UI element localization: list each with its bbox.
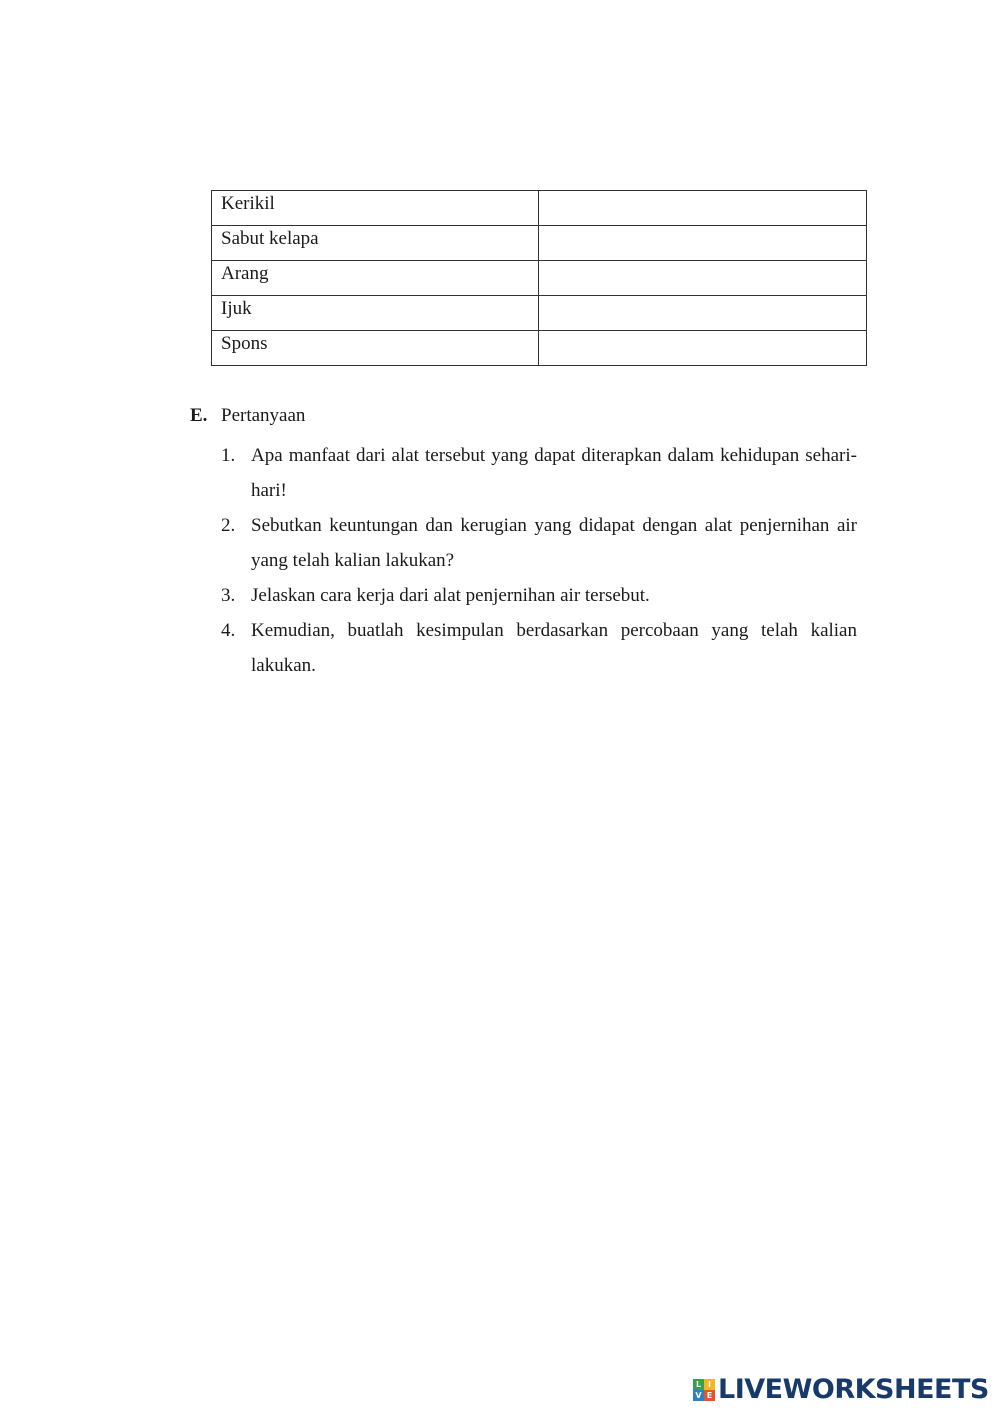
material-observation-cell[interactable]	[539, 191, 867, 226]
material-observation-cell[interactable]	[539, 331, 867, 366]
table-row	[212, 191, 867, 226]
materials-table	[211, 190, 867, 366]
logo-mark-letter: E	[704, 1390, 715, 1401]
material-observation-cell[interactable]	[539, 226, 867, 261]
question-item	[221, 613, 857, 683]
table-row	[212, 226, 867, 261]
material-name: Ijuk	[212, 296, 539, 331]
question-text: Kemudian, buatlah kesimpulan berdasarkan percobaan yang telah kalian lakukan.	[251, 620, 857, 676]
table-row	[212, 331, 867, 366]
liveworksheets-logo	[693, 1375, 989, 1405]
question-item	[221, 508, 857, 578]
logo-text: LIVEWORKSHEETS	[718, 1374, 989, 1405]
logo-mark-letter: I	[704, 1379, 715, 1390]
material-name: Sabut kelapa	[212, 226, 539, 261]
table-row	[212, 261, 867, 296]
question-text: Sebutkan keuntungan dan kerugian yang didapat dengan alat penjernihan air yang telah kalian lakukan?	[251, 515, 857, 571]
question-list	[221, 438, 857, 683]
question-number: 2.	[221, 515, 236, 536]
question-item	[221, 438, 857, 508]
material-name: Arang	[212, 261, 539, 296]
question-text: Apa manfaat dari alat tersebut yang dapat diterapkan dalam kehidupan sehari-hari!	[251, 445, 857, 501]
question-item	[221, 578, 857, 613]
section-letter: E.	[190, 405, 208, 426]
question-number: 4.	[221, 620, 236, 641]
material-observation-cell[interactable]	[539, 261, 867, 296]
material-observation-cell[interactable]	[539, 296, 867, 331]
logo-mark-icon	[693, 1379, 715, 1401]
section-title: Pertanyaan	[221, 405, 306, 426]
question-number: 3.	[221, 585, 236, 606]
question-number: 1.	[221, 445, 236, 466]
question-text: Jelaskan cara kerja dari alat penjernihan air tersebut.	[251, 585, 650, 606]
table-row	[212, 296, 867, 331]
logo-mark-letter: L	[693, 1379, 704, 1390]
material-name: Kerikil	[212, 191, 539, 226]
logo-mark-letter: V	[693, 1390, 704, 1401]
material-name: Spons	[212, 331, 539, 366]
